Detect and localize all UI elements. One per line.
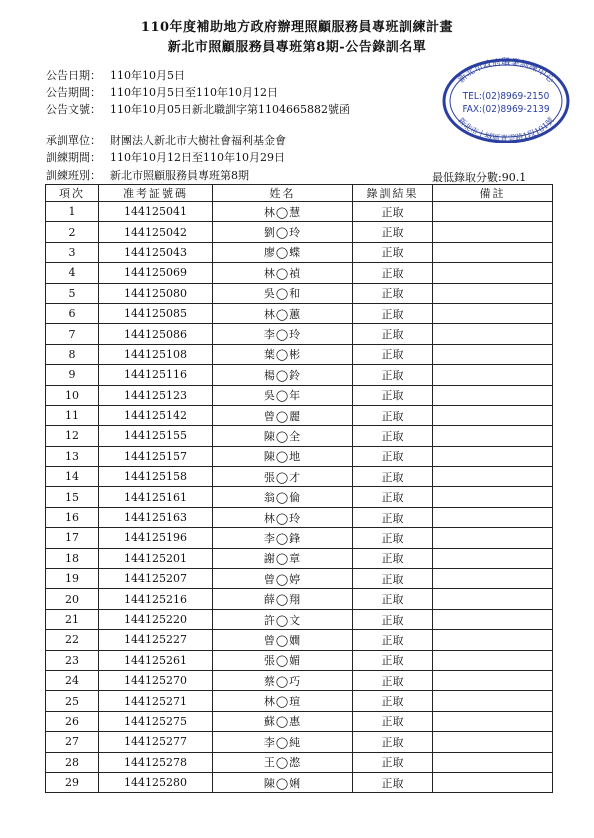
cell-index: 21 <box>46 609 99 629</box>
table-row <box>46 385 553 405</box>
cell-index: 13 <box>46 446 99 466</box>
table-row <box>46 670 553 690</box>
cell-remarks <box>433 589 553 609</box>
seal-fax: FAX:(02)8969-2139 <box>462 104 550 115</box>
training-period <box>46 151 285 165</box>
cell-remarks <box>433 202 553 222</box>
table-row <box>46 344 553 364</box>
table-row <box>46 283 553 303</box>
notice-doc-value: 110年10月05日新北職訓字第1104665882號函 <box>110 103 350 116</box>
cell-exam-number: 144125216 <box>99 589 213 609</box>
table-row <box>46 426 553 446</box>
cell-exam-number: 144125080 <box>99 283 213 303</box>
table-row <box>46 548 553 568</box>
cell-exam-number: 144125108 <box>99 344 213 364</box>
min-score-value: 90.1 <box>501 171 527 184</box>
cell-result: 正取 <box>353 385 433 405</box>
cell-remarks <box>433 528 553 548</box>
cell-result: 正取 <box>353 569 433 589</box>
cell-remarks <box>433 507 553 527</box>
cell-exam-number: 144125069 <box>99 263 213 283</box>
cell-name: 林◯瑄 <box>213 691 353 711</box>
table-row <box>46 303 553 323</box>
cell-index: 14 <box>46 467 99 487</box>
notice-date-label: 公告日期： <box>46 69 101 82</box>
admission-table <box>45 184 553 793</box>
table-row <box>46 405 553 425</box>
cell-name: 張◯才 <box>213 467 353 487</box>
table-row <box>46 324 553 344</box>
table-row <box>46 650 553 670</box>
cell-index: 29 <box>46 772 99 792</box>
cell-result: 正取 <box>353 772 433 792</box>
cell-name: 陳◯地 <box>213 446 353 466</box>
cell-exam-number: 144125123 <box>99 385 213 405</box>
table-row <box>46 446 553 466</box>
cell-remarks <box>433 446 553 466</box>
cell-index: 17 <box>46 528 99 548</box>
cell-name: 許◯文 <box>213 609 353 629</box>
cell-result: 正取 <box>353 365 433 385</box>
table-row <box>46 528 553 548</box>
cell-index: 27 <box>46 732 99 752</box>
cell-index: 12 <box>46 426 99 446</box>
cell-result: 正取 <box>353 711 433 731</box>
col-header-name: 姓名 <box>213 185 353 202</box>
cell-result: 正取 <box>353 222 433 242</box>
cell-exam-number: 144125116 <box>99 365 213 385</box>
cell-exam-number: 144125261 <box>99 650 213 670</box>
table-row <box>46 467 553 487</box>
table-row <box>46 752 553 772</box>
table-row <box>46 609 553 629</box>
cell-name: 陳◯娳 <box>213 772 353 792</box>
cell-index: 11 <box>46 405 99 425</box>
cell-index: 18 <box>46 548 99 568</box>
cell-name: 曾◯麗 <box>213 405 353 425</box>
cell-result: 正取 <box>353 202 433 222</box>
cell-remarks <box>433 752 553 772</box>
notice-doc-number <box>46 103 350 117</box>
cell-exam-number: 144125142 <box>99 405 213 425</box>
cell-remarks <box>433 772 553 792</box>
cell-name: 謝◯章 <box>213 548 353 568</box>
table-row <box>46 507 553 527</box>
table-row <box>46 589 553 609</box>
cell-index: 5 <box>46 283 99 303</box>
training-period-label: 訓練期間： <box>46 151 101 164</box>
cell-index: 7 <box>46 324 99 344</box>
table-row <box>46 202 553 222</box>
cell-remarks <box>433 487 553 507</box>
cell-exam-number: 144125220 <box>99 609 213 629</box>
cell-name: 張◯媚 <box>213 650 353 670</box>
cell-result: 正取 <box>353 548 433 568</box>
cell-name: 薛◯翔 <box>213 589 353 609</box>
cell-exam-number: 144125043 <box>99 242 213 262</box>
table-row <box>46 222 553 242</box>
training-class-value: 新北市照顧服務員專班第8期 <box>110 169 249 182</box>
notice-period-value: 110年10月5日至110年10月12日 <box>110 86 278 99</box>
cell-exam-number: 144125207 <box>99 569 213 589</box>
cell-result: 正取 <box>353 405 433 425</box>
training-class-label: 訓練班別： <box>46 169 101 182</box>
cell-name: 曾◯婷 <box>213 569 353 589</box>
cell-exam-number: 144125085 <box>99 303 213 323</box>
cell-index: 16 <box>46 507 99 527</box>
cell-result: 正取 <box>353 467 433 487</box>
cell-index: 26 <box>46 711 99 731</box>
cell-remarks <box>433 650 553 670</box>
training-org <box>46 134 286 148</box>
cell-name: 吳◯和 <box>213 283 353 303</box>
cell-result: 正取 <box>353 670 433 690</box>
cell-exam-number: 144125042 <box>99 222 213 242</box>
cell-remarks <box>433 569 553 589</box>
table-header-row <box>46 185 553 202</box>
cell-index: 22 <box>46 630 99 650</box>
cell-remarks <box>433 711 553 731</box>
cell-result: 正取 <box>353 446 433 466</box>
cell-remarks <box>433 263 553 283</box>
cell-exam-number: 144125086 <box>99 324 213 344</box>
cell-index: 19 <box>46 569 99 589</box>
cell-exam-number: 144125163 <box>99 507 213 527</box>
document-title: 110年度補助地方政府辦理照顧服務員專班訓練計畫 <box>140 20 454 35</box>
training-class <box>46 169 249 183</box>
cell-index: 15 <box>46 487 99 507</box>
cell-index: 25 <box>46 691 99 711</box>
document-subtitle: 新北市照顧服務員專班第8期-公告錄訓名單 <box>167 40 427 55</box>
table-row <box>46 365 553 385</box>
cell-index: 2 <box>46 222 99 242</box>
col-header-remarks: 備註 <box>433 185 553 202</box>
cell-exam-number: 144125271 <box>99 691 213 711</box>
cell-index: 4 <box>46 263 99 283</box>
table-row <box>46 630 553 650</box>
cell-name: 林◯禎 <box>213 263 353 283</box>
cell-remarks <box>433 609 553 629</box>
cell-exam-number: 144125157 <box>99 446 213 466</box>
official-seal-stamp <box>441 57 571 143</box>
cell-result: 正取 <box>353 487 433 507</box>
cell-index: 20 <box>46 589 99 609</box>
cell-name: 葉◯彬 <box>213 344 353 364</box>
cell-result: 正取 <box>353 242 433 262</box>
cell-exam-number: 144125155 <box>99 426 213 446</box>
cell-remarks <box>433 630 553 650</box>
cell-remarks <box>433 426 553 446</box>
cell-result: 正取 <box>353 344 433 364</box>
table-row <box>46 732 553 752</box>
cell-remarks <box>433 385 553 405</box>
training-org-label: 承訓單位： <box>46 134 101 147</box>
cell-index: 6 <box>46 303 99 323</box>
table-row <box>46 569 553 589</box>
table-row <box>46 263 553 283</box>
cell-remarks <box>433 344 553 364</box>
cell-result: 正取 <box>353 507 433 527</box>
cell-name: 李◯鋒 <box>213 528 353 548</box>
cell-name: 劉◯玲 <box>213 222 353 242</box>
cell-index: 1 <box>46 202 99 222</box>
cell-result: 正取 <box>353 324 433 344</box>
cell-result: 正取 <box>353 528 433 548</box>
cell-remarks <box>433 303 553 323</box>
cell-name: 王◯滺 <box>213 752 353 772</box>
table-body <box>46 202 553 793</box>
min-score-label: 最低錄取分數: <box>432 171 502 184</box>
cell-name: 蘇◯惠 <box>213 711 353 731</box>
cell-result: 正取 <box>353 650 433 670</box>
cell-remarks <box>433 405 553 425</box>
cell-exam-number: 144125280 <box>99 772 213 792</box>
cell-remarks <box>433 283 553 303</box>
cell-exam-number: 144125270 <box>99 670 213 690</box>
cell-remarks <box>433 670 553 690</box>
cell-exam-number: 144125161 <box>99 487 213 507</box>
cell-result: 正取 <box>353 303 433 323</box>
cell-result: 正取 <box>353 283 433 303</box>
cell-result: 正取 <box>353 589 433 609</box>
seal-bottom-text: 新北市土城區青雲路1段101號 <box>456 115 556 143</box>
table-row <box>46 772 553 792</box>
col-header-result: 錄訓結果 <box>353 185 433 202</box>
cell-result: 正取 <box>353 609 433 629</box>
cell-index: 8 <box>46 344 99 364</box>
cell-index: 3 <box>46 242 99 262</box>
cell-remarks <box>433 324 553 344</box>
training-org-value: 財團法人新北市大樹社會福利基金會 <box>110 134 286 147</box>
cell-name: 翁◯倫 <box>213 487 353 507</box>
cell-name: 林◯慧 <box>213 202 353 222</box>
col-header-exam-number: 准考証號碼 <box>99 185 213 202</box>
notice-period-label: 公告期間： <box>46 86 101 99</box>
table-row <box>46 691 553 711</box>
cell-name: 廖◯蝶 <box>213 242 353 262</box>
cell-remarks <box>433 732 553 752</box>
cell-name: 林◯玲 <box>213 507 353 527</box>
cell-name: 李◯玲 <box>213 324 353 344</box>
seal-top-text: 新北市政府職業訓練中心 <box>456 57 556 86</box>
min-score <box>432 169 526 185</box>
cell-remarks <box>433 365 553 385</box>
notice-date-value: 110年10月5日 <box>110 69 185 82</box>
cell-result: 正取 <box>353 263 433 283</box>
cell-remarks <box>433 467 553 487</box>
table-row <box>46 242 553 262</box>
cell-remarks <box>433 691 553 711</box>
cell-exam-number: 144125227 <box>99 630 213 650</box>
cell-index: 28 <box>46 752 99 772</box>
cell-result: 正取 <box>353 732 433 752</box>
training-period-value: 110年10月12日至110年10月29日 <box>110 151 285 164</box>
cell-exam-number: 144125277 <box>99 732 213 752</box>
cell-result: 正取 <box>353 752 433 772</box>
cell-index: 23 <box>46 650 99 670</box>
cell-exam-number: 144125158 <box>99 467 213 487</box>
cell-result: 正取 <box>353 426 433 446</box>
cell-name: 陳◯全 <box>213 426 353 446</box>
cell-result: 正取 <box>353 691 433 711</box>
cell-remarks <box>433 548 553 568</box>
cell-result: 正取 <box>353 630 433 650</box>
cell-exam-number: 144125201 <box>99 548 213 568</box>
notice-period <box>46 86 278 100</box>
seal-tel: TEL:(02)8969-2150 <box>462 91 550 102</box>
cell-name: 吳◯年 <box>213 385 353 405</box>
cell-exam-number: 144125275 <box>99 711 213 731</box>
cell-remarks <box>433 222 553 242</box>
table-row <box>46 711 553 731</box>
notice-date <box>46 69 185 83</box>
cell-exam-number: 144125041 <box>99 202 213 222</box>
cell-remarks <box>433 242 553 262</box>
cell-name: 楊◯鈴 <box>213 365 353 385</box>
cell-index: 9 <box>46 365 99 385</box>
cell-index: 24 <box>46 670 99 690</box>
col-header-index: 項次 <box>46 185 99 202</box>
notice-doc-label: 公告文號： <box>46 103 101 116</box>
table-row <box>46 487 553 507</box>
cell-index: 10 <box>46 385 99 405</box>
cell-name: 蔡◯巧 <box>213 670 353 690</box>
cell-name: 李◯純 <box>213 732 353 752</box>
cell-exam-number: 144125196 <box>99 528 213 548</box>
cell-exam-number: 144125278 <box>99 752 213 772</box>
cell-name: 曾◯嫺 <box>213 630 353 650</box>
cell-name: 林◯蕙 <box>213 303 353 323</box>
